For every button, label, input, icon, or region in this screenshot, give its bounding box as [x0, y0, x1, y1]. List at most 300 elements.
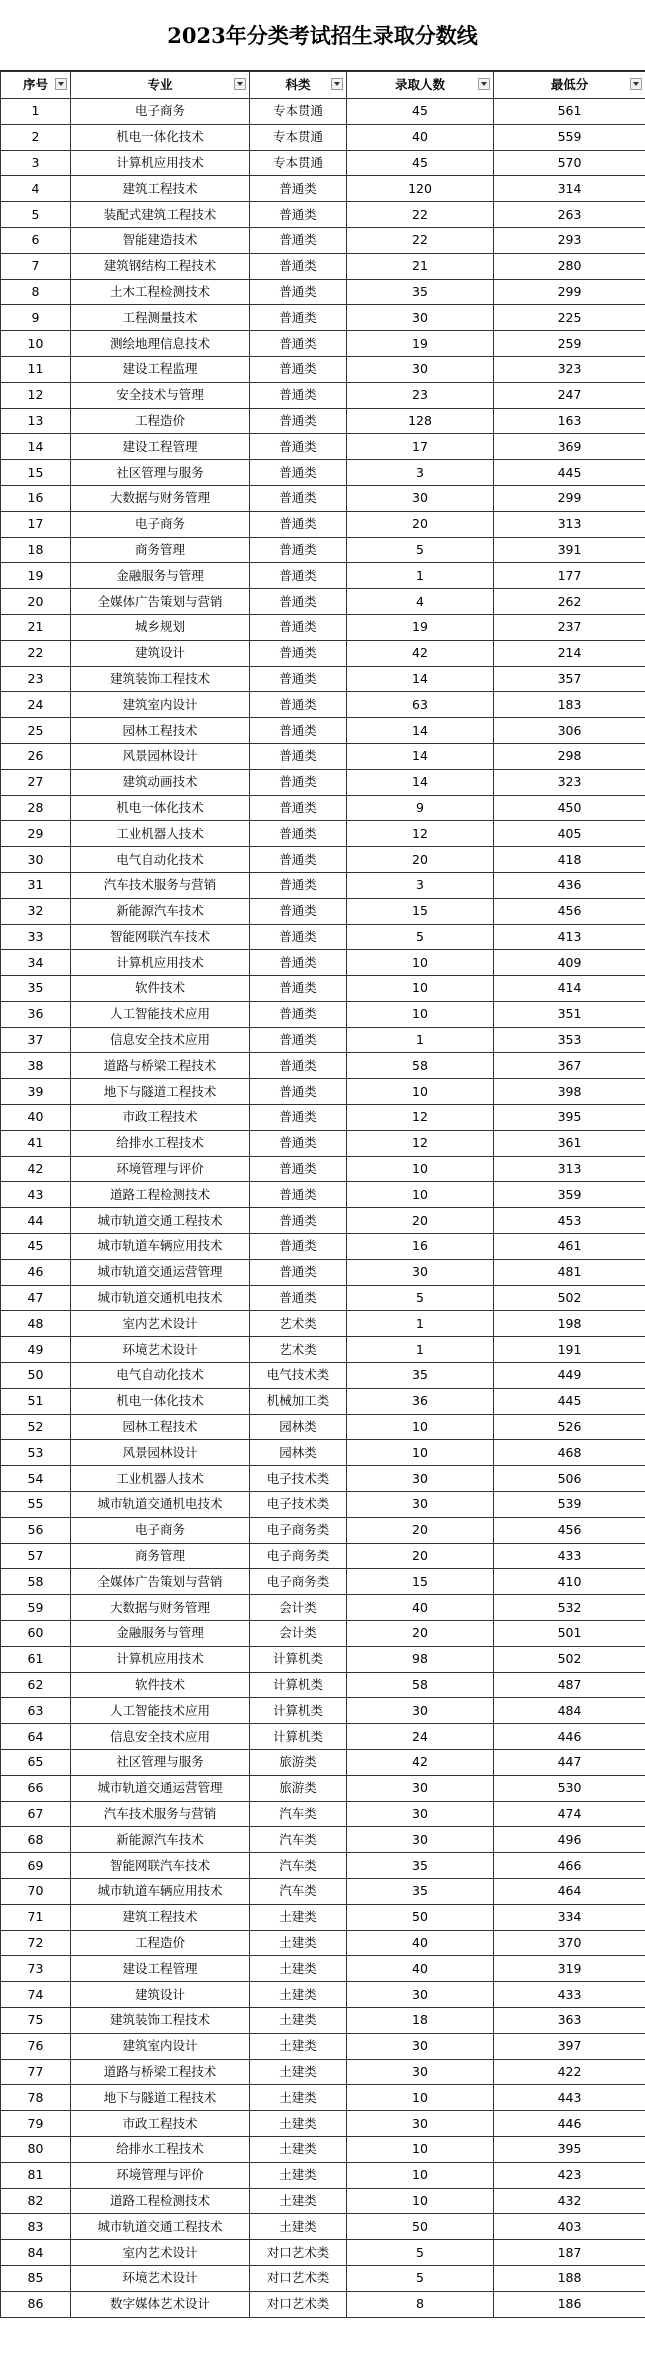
- cell-major[interactable]: 智能网联汽车技术: [71, 924, 250, 950]
- cell-category[interactable]: 土建类: [250, 2111, 347, 2137]
- cell-min-score[interactable]: 468: [494, 1440, 645, 1466]
- cell-min-score[interactable]: 359: [494, 1182, 645, 1208]
- cell-category[interactable]: 普通类: [250, 614, 347, 640]
- cell-index[interactable]: 62: [1, 1672, 71, 1698]
- cell-major[interactable]: 建筑设计: [71, 1982, 250, 2008]
- cell-min-score[interactable]: 298: [494, 743, 645, 769]
- cell-admitted[interactable]: 15: [347, 898, 494, 924]
- cell-min-score[interactable]: 466: [494, 1853, 645, 1879]
- cell-index[interactable]: 46: [1, 1259, 71, 1285]
- cell-category[interactable]: 电子商务类: [250, 1517, 347, 1543]
- cell-category[interactable]: 普通类: [250, 640, 347, 666]
- cell-major[interactable]: 建筑装饰工程技术: [71, 666, 250, 692]
- cell-min-score[interactable]: 410: [494, 1569, 645, 1595]
- cell-major[interactable]: 环境艺术设计: [71, 2265, 250, 2291]
- cell-min-score[interactable]: 262: [494, 589, 645, 615]
- cell-admitted[interactable]: 30: [347, 1982, 494, 2008]
- filter-dropdown-icon[interactable]: [234, 78, 246, 90]
- filter-dropdown-icon[interactable]: [478, 78, 490, 90]
- cell-admitted[interactable]: 3: [347, 460, 494, 486]
- cell-min-score[interactable]: 484: [494, 1698, 645, 1724]
- cell-major[interactable]: 商务管理: [71, 1543, 250, 1569]
- cell-admitted[interactable]: 36: [347, 1388, 494, 1414]
- cell-major[interactable]: 环境艺术设计: [71, 1337, 250, 1363]
- cell-admitted[interactable]: 17: [347, 434, 494, 460]
- cell-category[interactable]: 土建类: [250, 1930, 347, 1956]
- cell-major[interactable]: 建设工程监理: [71, 356, 250, 382]
- cell-major[interactable]: 商务管理: [71, 537, 250, 563]
- cell-index[interactable]: 81: [1, 2162, 71, 2188]
- cell-major[interactable]: 道路工程检测技术: [71, 1182, 250, 1208]
- cell-index[interactable]: 21: [1, 614, 71, 640]
- cell-index[interactable]: 67: [1, 1801, 71, 1827]
- cell-admitted[interactable]: 5: [347, 537, 494, 563]
- cell-index[interactable]: 86: [1, 2291, 71, 2317]
- cell-major[interactable]: 城市轨道交通工程技术: [71, 2214, 250, 2240]
- cell-category[interactable]: 普通类: [250, 898, 347, 924]
- cell-index[interactable]: 37: [1, 1027, 71, 1053]
- cell-major[interactable]: 城市轨道交通工程技术: [71, 1208, 250, 1234]
- cell-category[interactable]: 普通类: [250, 795, 347, 821]
- cell-admitted[interactable]: 30: [347, 2111, 494, 2137]
- cell-index[interactable]: 24: [1, 692, 71, 718]
- cell-index[interactable]: 48: [1, 1311, 71, 1337]
- cell-category[interactable]: 普通类: [250, 227, 347, 253]
- cell-admitted[interactable]: 1: [347, 1027, 494, 1053]
- cell-major[interactable]: 全媒体广告策划与营销: [71, 1569, 250, 1595]
- cell-index[interactable]: 69: [1, 1853, 71, 1879]
- cell-major[interactable]: 机电一体化技术: [71, 1388, 250, 1414]
- cell-index[interactable]: 66: [1, 1775, 71, 1801]
- cell-min-score[interactable]: 443: [494, 2085, 645, 2111]
- cell-major[interactable]: 园林工程技术: [71, 718, 250, 744]
- cell-min-score[interactable]: 314: [494, 176, 645, 202]
- cell-major[interactable]: 软件技术: [71, 976, 250, 1002]
- cell-admitted[interactable]: 20: [347, 1517, 494, 1543]
- cell-index[interactable]: 64: [1, 1724, 71, 1750]
- cell-category[interactable]: 普通类: [250, 1182, 347, 1208]
- cell-index[interactable]: 10: [1, 331, 71, 357]
- cell-min-score[interactable]: 299: [494, 279, 645, 305]
- cell-admitted[interactable]: 10: [347, 2188, 494, 2214]
- cell-min-score[interactable]: 183: [494, 692, 645, 718]
- cell-major[interactable]: 建筑动画技术: [71, 769, 250, 795]
- cell-admitted[interactable]: 3: [347, 872, 494, 898]
- cell-min-score[interactable]: 461: [494, 1234, 645, 1260]
- cell-admitted[interactable]: 5: [347, 2265, 494, 2291]
- cell-major[interactable]: 给排水工程技术: [71, 2136, 250, 2162]
- cell-admitted[interactable]: 35: [347, 1363, 494, 1389]
- cell-major[interactable]: 全媒体广告策划与营销: [71, 589, 250, 615]
- cell-index[interactable]: 2: [1, 124, 71, 150]
- cell-major[interactable]: 人工智能技术应用: [71, 1001, 250, 1027]
- cell-index[interactable]: 25: [1, 718, 71, 744]
- cell-category[interactable]: 普通类: [250, 1105, 347, 1131]
- cell-min-score[interactable]: 280: [494, 253, 645, 279]
- cell-admitted[interactable]: 10: [347, 1001, 494, 1027]
- cell-admitted[interactable]: 30: [347, 485, 494, 511]
- cell-min-score[interactable]: 418: [494, 847, 645, 873]
- cell-admitted[interactable]: 40: [347, 1595, 494, 1621]
- cell-major[interactable]: 电子商务: [71, 1517, 250, 1543]
- cell-admitted[interactable]: 19: [347, 614, 494, 640]
- cell-index[interactable]: 70: [1, 1878, 71, 1904]
- cell-major[interactable]: 计算机应用技术: [71, 150, 250, 176]
- cell-major[interactable]: 工业机器人技术: [71, 821, 250, 847]
- cell-category[interactable]: 普通类: [250, 1001, 347, 1027]
- cell-min-score[interactable]: 187: [494, 2240, 645, 2266]
- cell-admitted[interactable]: 63: [347, 692, 494, 718]
- cell-min-score[interactable]: 334: [494, 1904, 645, 1930]
- cell-category[interactable]: 普通类: [250, 1027, 347, 1053]
- cell-index[interactable]: 30: [1, 847, 71, 873]
- cell-category[interactable]: 艺术类: [250, 1337, 347, 1363]
- cell-index[interactable]: 33: [1, 924, 71, 950]
- cell-admitted[interactable]: 30: [347, 1698, 494, 1724]
- cell-min-score[interactable]: 561: [494, 99, 645, 125]
- cell-major[interactable]: 工程测量技术: [71, 305, 250, 331]
- cell-category[interactable]: 普通类: [250, 279, 347, 305]
- cell-major[interactable]: 软件技术: [71, 1672, 250, 1698]
- cell-major[interactable]: 建筑工程技术: [71, 176, 250, 202]
- cell-admitted[interactable]: 5: [347, 1285, 494, 1311]
- cell-index[interactable]: 20: [1, 589, 71, 615]
- cell-admitted[interactable]: 19: [347, 331, 494, 357]
- cell-admitted[interactable]: 98: [347, 1646, 494, 1672]
- cell-category[interactable]: 普通类: [250, 589, 347, 615]
- cell-major[interactable]: 道路与桥梁工程技术: [71, 1053, 250, 1079]
- cell-major[interactable]: 计算机应用技术: [71, 950, 250, 976]
- cell-index[interactable]: 53: [1, 1440, 71, 1466]
- cell-admitted[interactable]: 58: [347, 1672, 494, 1698]
- cell-major[interactable]: 环境管理与评价: [71, 2162, 250, 2188]
- cell-min-score[interactable]: 501: [494, 1621, 645, 1647]
- cell-min-score[interactable]: 414: [494, 976, 645, 1002]
- cell-admitted[interactable]: 5: [347, 924, 494, 950]
- cell-category[interactable]: 土建类: [250, 2214, 347, 2240]
- cell-major[interactable]: 数字媒体艺术设计: [71, 2291, 250, 2317]
- cell-category[interactable]: 普通类: [250, 1285, 347, 1311]
- cell-min-score[interactable]: 225: [494, 305, 645, 331]
- cell-index[interactable]: 83: [1, 2214, 71, 2240]
- cell-index[interactable]: 80: [1, 2136, 71, 2162]
- cell-min-score[interactable]: 530: [494, 1775, 645, 1801]
- cell-min-score[interactable]: 186: [494, 2291, 645, 2317]
- cell-min-score[interactable]: 313: [494, 1156, 645, 1182]
- cell-major[interactable]: 城市轨道交通运营管理: [71, 1775, 250, 1801]
- cell-major[interactable]: 建设工程管理: [71, 434, 250, 460]
- cell-category[interactable]: 电气技术类: [250, 1363, 347, 1389]
- cell-index[interactable]: 68: [1, 1827, 71, 1853]
- cell-min-score[interactable]: 259: [494, 331, 645, 357]
- cell-admitted[interactable]: 42: [347, 1750, 494, 1776]
- cell-admitted[interactable]: 20: [347, 1621, 494, 1647]
- cell-major[interactable]: 市政工程技术: [71, 1105, 250, 1131]
- cell-min-score[interactable]: 319: [494, 1956, 645, 1982]
- cell-category[interactable]: 专本贯通: [250, 99, 347, 125]
- cell-index[interactable]: 44: [1, 1208, 71, 1234]
- cell-index[interactable]: 50: [1, 1363, 71, 1389]
- cell-admitted[interactable]: 14: [347, 743, 494, 769]
- cell-min-score[interactable]: 496: [494, 1827, 645, 1853]
- cell-admitted[interactable]: 35: [347, 279, 494, 305]
- cell-category[interactable]: 专本贯通: [250, 150, 347, 176]
- cell-index[interactable]: 55: [1, 1492, 71, 1518]
- cell-index[interactable]: 52: [1, 1414, 71, 1440]
- cell-min-score[interactable]: 214: [494, 640, 645, 666]
- cell-index[interactable]: 40: [1, 1105, 71, 1131]
- cell-admitted[interactable]: 120: [347, 176, 494, 202]
- cell-index[interactable]: 34: [1, 950, 71, 976]
- cell-category[interactable]: 普通类: [250, 1079, 347, 1105]
- cell-category[interactable]: 普通类: [250, 821, 347, 847]
- cell-index[interactable]: 19: [1, 563, 71, 589]
- cell-major[interactable]: 计算机应用技术: [71, 1646, 250, 1672]
- cell-admitted[interactable]: 1: [347, 1337, 494, 1363]
- cell-min-score[interactable]: 323: [494, 356, 645, 382]
- cell-category[interactable]: 普通类: [250, 666, 347, 692]
- cell-index[interactable]: 12: [1, 382, 71, 408]
- cell-major[interactable]: 道路与桥梁工程技术: [71, 2059, 250, 2085]
- cell-index[interactable]: 71: [1, 1904, 71, 1930]
- cell-index[interactable]: 73: [1, 1956, 71, 1982]
- cell-index[interactable]: 26: [1, 743, 71, 769]
- cell-index[interactable]: 72: [1, 1930, 71, 1956]
- filter-dropdown-icon[interactable]: [55, 78, 67, 90]
- cell-category[interactable]: 机械加工类: [250, 1388, 347, 1414]
- cell-min-score[interactable]: 445: [494, 1388, 645, 1414]
- cell-admitted[interactable]: 50: [347, 1904, 494, 1930]
- cell-admitted[interactable]: 58: [347, 1053, 494, 1079]
- cell-category[interactable]: 土建类: [250, 2033, 347, 2059]
- cell-min-score[interactable]: 481: [494, 1259, 645, 1285]
- cell-min-score[interactable]: 436: [494, 872, 645, 898]
- cell-major[interactable]: 地下与隧道工程技术: [71, 2085, 250, 2111]
- cell-category[interactable]: 普通类: [250, 718, 347, 744]
- cell-min-score[interactable]: 445: [494, 460, 645, 486]
- cell-category[interactable]: 汽车类: [250, 1878, 347, 1904]
- cell-min-score[interactable]: 198: [494, 1311, 645, 1337]
- cell-admitted[interactable]: 5: [347, 2240, 494, 2266]
- cell-category[interactable]: 普通类: [250, 872, 347, 898]
- cell-category[interactable]: 普通类: [250, 1259, 347, 1285]
- cell-major[interactable]: 建筑室内设计: [71, 692, 250, 718]
- cell-category[interactable]: 普通类: [250, 537, 347, 563]
- cell-category[interactable]: 普通类: [250, 331, 347, 357]
- cell-category[interactable]: 普通类: [250, 692, 347, 718]
- cell-major[interactable]: 大数据与财务管理: [71, 485, 250, 511]
- cell-admitted[interactable]: 50: [347, 2214, 494, 2240]
- cell-major[interactable]: 电气自动化技术: [71, 847, 250, 873]
- cell-index[interactable]: 79: [1, 2111, 71, 2137]
- cell-min-score[interactable]: 433: [494, 1543, 645, 1569]
- cell-major[interactable]: 风景园林设计: [71, 1440, 250, 1466]
- cell-major[interactable]: 建筑设计: [71, 640, 250, 666]
- cell-index[interactable]: 47: [1, 1285, 71, 1311]
- cell-category[interactable]: 普通类: [250, 1130, 347, 1156]
- cell-min-score[interactable]: 539: [494, 1492, 645, 1518]
- cell-category[interactable]: 普通类: [250, 847, 347, 873]
- cell-category[interactable]: 普通类: [250, 176, 347, 202]
- cell-admitted[interactable]: 12: [347, 821, 494, 847]
- cell-admitted[interactable]: 20: [347, 1208, 494, 1234]
- cell-index[interactable]: 59: [1, 1595, 71, 1621]
- cell-admitted[interactable]: 30: [347, 356, 494, 382]
- cell-index[interactable]: 56: [1, 1517, 71, 1543]
- cell-major[interactable]: 工业机器人技术: [71, 1466, 250, 1492]
- cell-major[interactable]: 城市轨道交通机电技术: [71, 1285, 250, 1311]
- cell-category[interactable]: 对口艺术类: [250, 2291, 347, 2317]
- cell-admitted[interactable]: 30: [347, 1466, 494, 1492]
- cell-min-score[interactable]: 306: [494, 718, 645, 744]
- cell-admitted[interactable]: 30: [347, 2033, 494, 2059]
- cell-admitted[interactable]: 10: [347, 950, 494, 976]
- cell-index[interactable]: 13: [1, 408, 71, 434]
- cell-major[interactable]: 地下与隧道工程技术: [71, 1079, 250, 1105]
- cell-index[interactable]: 39: [1, 1079, 71, 1105]
- cell-index[interactable]: 1: [1, 99, 71, 125]
- cell-category[interactable]: 土建类: [250, 2188, 347, 2214]
- cell-min-score[interactable]: 403: [494, 2214, 645, 2240]
- cell-admitted[interactable]: 14: [347, 718, 494, 744]
- cell-admitted[interactable]: 20: [347, 1543, 494, 1569]
- cell-index[interactable]: 84: [1, 2240, 71, 2266]
- cell-min-score[interactable]: 502: [494, 1285, 645, 1311]
- cell-major[interactable]: 装配式建筑工程技术: [71, 202, 250, 228]
- cell-category[interactable]: 普通类: [250, 408, 347, 434]
- cell-index[interactable]: 17: [1, 511, 71, 537]
- cell-admitted[interactable]: 1: [347, 1311, 494, 1337]
- cell-index[interactable]: 7: [1, 253, 71, 279]
- cell-category[interactable]: 普通类: [250, 460, 347, 486]
- cell-admitted[interactable]: 16: [347, 1234, 494, 1260]
- cell-admitted[interactable]: 10: [347, 976, 494, 1002]
- cell-min-score[interactable]: 353: [494, 1027, 645, 1053]
- cell-index[interactable]: 27: [1, 769, 71, 795]
- cell-min-score[interactable]: 456: [494, 898, 645, 924]
- cell-admitted[interactable]: 10: [347, 2136, 494, 2162]
- cell-admitted[interactable]: 30: [347, 305, 494, 331]
- cell-major[interactable]: 道路工程检测技术: [71, 2188, 250, 2214]
- cell-admitted[interactable]: 35: [347, 1878, 494, 1904]
- cell-major[interactable]: 信息安全技术应用: [71, 1027, 250, 1053]
- cell-index[interactable]: 18: [1, 537, 71, 563]
- cell-index[interactable]: 4: [1, 176, 71, 202]
- cell-category[interactable]: 普通类: [250, 1156, 347, 1182]
- cell-index[interactable]: 49: [1, 1337, 71, 1363]
- cell-category[interactable]: 普通类: [250, 563, 347, 589]
- cell-admitted[interactable]: 30: [347, 1775, 494, 1801]
- cell-category[interactable]: 对口艺术类: [250, 2240, 347, 2266]
- cell-category[interactable]: 园林类: [250, 1440, 347, 1466]
- cell-admitted[interactable]: 10: [347, 1156, 494, 1182]
- cell-category[interactable]: 普通类: [250, 769, 347, 795]
- cell-index[interactable]: 5: [1, 202, 71, 228]
- cell-major[interactable]: 城市轨道交通机电技术: [71, 1492, 250, 1518]
- cell-index[interactable]: 22: [1, 640, 71, 666]
- cell-major[interactable]: 安全技术与管理: [71, 382, 250, 408]
- cell-min-score[interactable]: 474: [494, 1801, 645, 1827]
- cell-index[interactable]: 23: [1, 666, 71, 692]
- cell-category[interactable]: 普通类: [250, 1208, 347, 1234]
- cell-admitted[interactable]: 40: [347, 1930, 494, 1956]
- cell-major[interactable]: 建设工程管理: [71, 1956, 250, 1982]
- cell-min-score[interactable]: 405: [494, 821, 645, 847]
- cell-major[interactable]: 金融服务与管理: [71, 1621, 250, 1647]
- cell-admitted[interactable]: 42: [347, 640, 494, 666]
- cell-index[interactable]: 43: [1, 1182, 71, 1208]
- cell-admitted[interactable]: 10: [347, 1440, 494, 1466]
- cell-category[interactable]: 园林类: [250, 1414, 347, 1440]
- cell-major[interactable]: 给排水工程技术: [71, 1130, 250, 1156]
- cell-major[interactable]: 智能建造技术: [71, 227, 250, 253]
- cell-min-score[interactable]: 357: [494, 666, 645, 692]
- cell-category[interactable]: 会计类: [250, 1595, 347, 1621]
- cell-category[interactable]: 计算机类: [250, 1646, 347, 1672]
- cell-admitted[interactable]: 30: [347, 1492, 494, 1518]
- cell-min-score[interactable]: 432: [494, 2188, 645, 2214]
- cell-index[interactable]: 36: [1, 1001, 71, 1027]
- cell-major[interactable]: 市政工程技术: [71, 2111, 250, 2137]
- cell-category[interactable]: 计算机类: [250, 1724, 347, 1750]
- cell-admitted[interactable]: 21: [347, 253, 494, 279]
- cell-min-score[interactable]: 370: [494, 1930, 645, 1956]
- cell-admitted[interactable]: 1: [347, 563, 494, 589]
- cell-admitted[interactable]: 22: [347, 202, 494, 228]
- cell-admitted[interactable]: 20: [347, 511, 494, 537]
- cell-category[interactable]: 土建类: [250, 2007, 347, 2033]
- cell-min-score[interactable]: 502: [494, 1646, 645, 1672]
- cell-index[interactable]: 9: [1, 305, 71, 331]
- cell-index[interactable]: 29: [1, 821, 71, 847]
- cell-category[interactable]: 土建类: [250, 1982, 347, 2008]
- cell-category[interactable]: 普通类: [250, 1053, 347, 1079]
- cell-category[interactable]: 汽车类: [250, 1801, 347, 1827]
- cell-index[interactable]: 28: [1, 795, 71, 821]
- cell-admitted[interactable]: 10: [347, 2162, 494, 2188]
- cell-admitted[interactable]: 12: [347, 1130, 494, 1156]
- cell-index[interactable]: 75: [1, 2007, 71, 2033]
- cell-min-score[interactable]: 450: [494, 795, 645, 821]
- cell-min-score[interactable]: 570: [494, 150, 645, 176]
- cell-index[interactable]: 11: [1, 356, 71, 382]
- cell-index[interactable]: 57: [1, 1543, 71, 1569]
- cell-major[interactable]: 电子商务: [71, 511, 250, 537]
- cell-major[interactable]: 测绘地理信息技术: [71, 331, 250, 357]
- cell-major[interactable]: 建筑装饰工程技术: [71, 2007, 250, 2033]
- cell-admitted[interactable]: 128: [347, 408, 494, 434]
- cell-category[interactable]: 普通类: [250, 976, 347, 1002]
- cell-admitted[interactable]: 4: [347, 589, 494, 615]
- cell-category[interactable]: 普通类: [250, 253, 347, 279]
- cell-category[interactable]: 普通类: [250, 356, 347, 382]
- cell-index[interactable]: 41: [1, 1130, 71, 1156]
- cell-admitted[interactable]: 14: [347, 666, 494, 692]
- cell-index[interactable]: 15: [1, 460, 71, 486]
- cell-major[interactable]: 城市轨道车辆应用技术: [71, 1878, 250, 1904]
- cell-major[interactable]: 城市轨道交通运营管理: [71, 1259, 250, 1285]
- cell-major[interactable]: 室内艺术设计: [71, 1311, 250, 1337]
- cell-index[interactable]: 8: [1, 279, 71, 305]
- cell-index[interactable]: 3: [1, 150, 71, 176]
- cell-index[interactable]: 61: [1, 1646, 71, 1672]
- cell-index[interactable]: 78: [1, 2085, 71, 2111]
- cell-index[interactable]: 32: [1, 898, 71, 924]
- cell-admitted[interactable]: 24: [347, 1724, 494, 1750]
- cell-min-score[interactable]: 506: [494, 1466, 645, 1492]
- cell-min-score[interactable]: 163: [494, 408, 645, 434]
- cell-index[interactable]: 16: [1, 485, 71, 511]
